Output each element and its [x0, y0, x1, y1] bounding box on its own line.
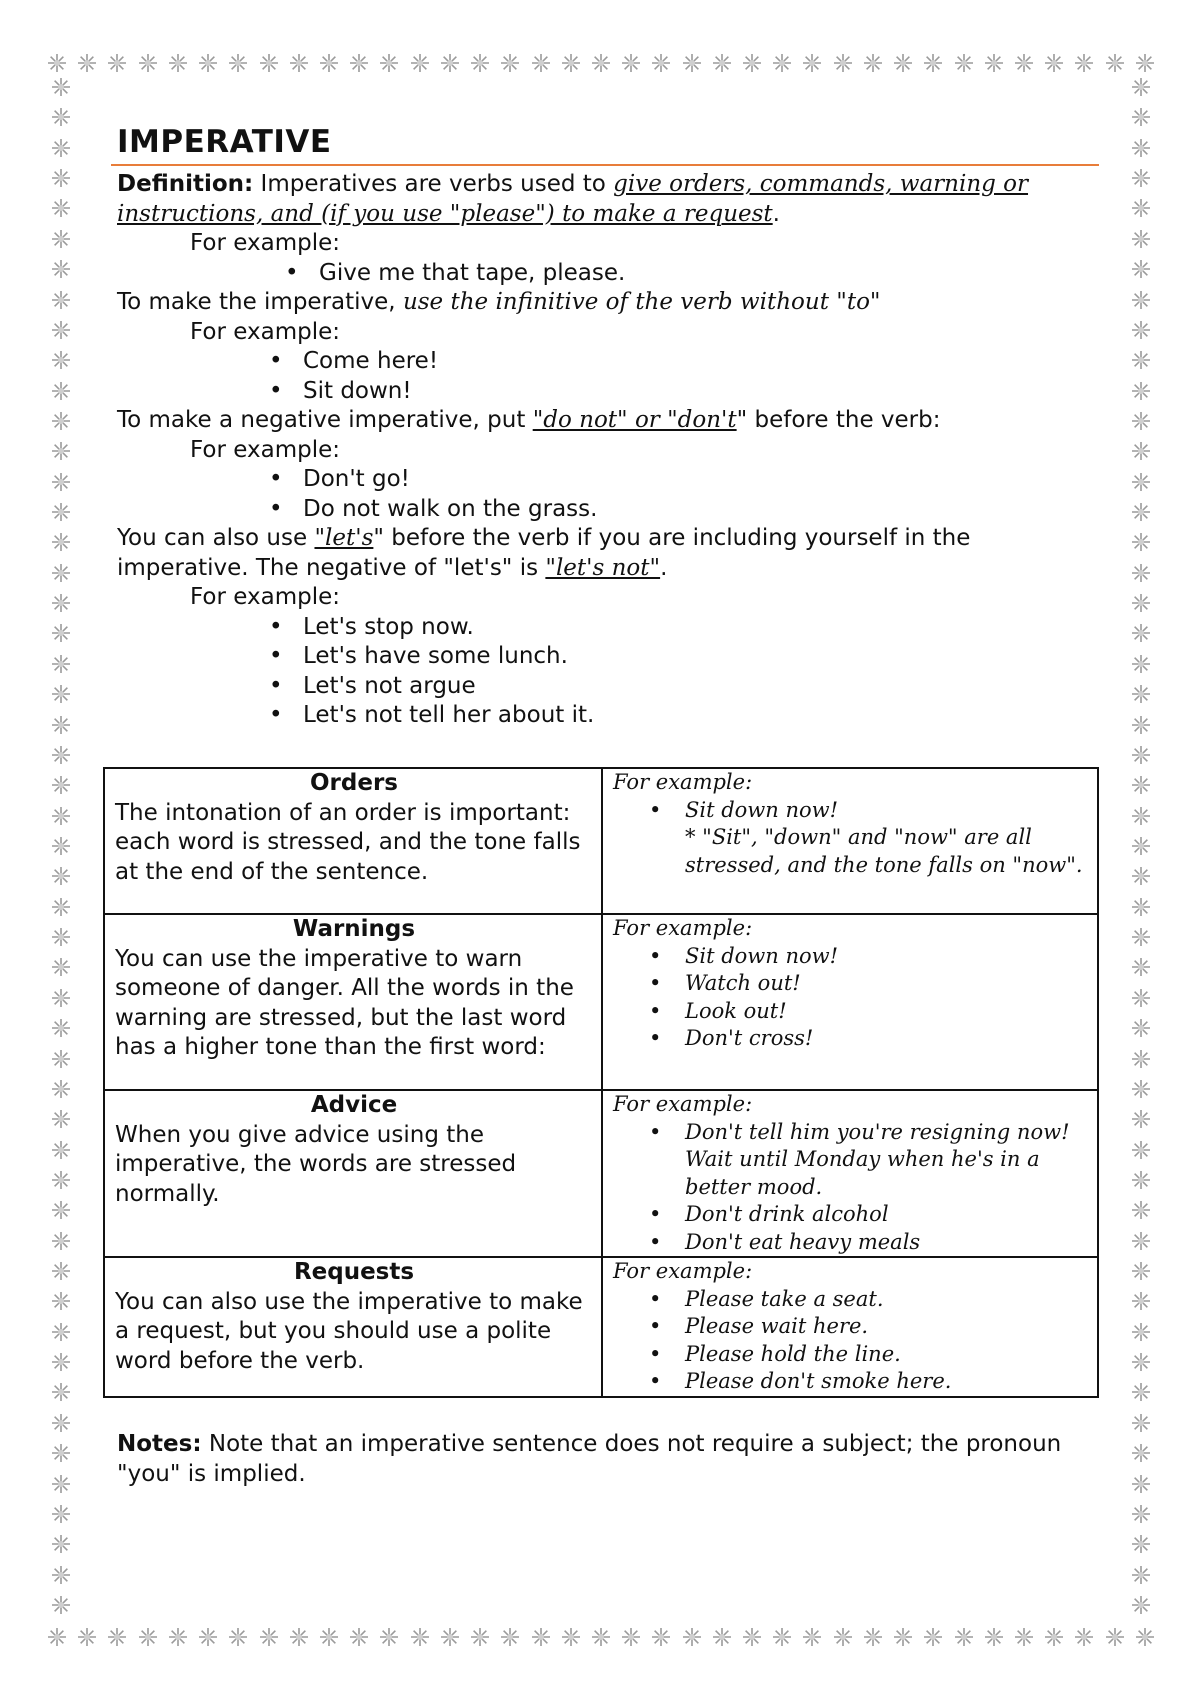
list-item: • Give me that tape, please. — [319, 259, 1097, 289]
snowflake-icon — [832, 1626, 854, 1648]
snowflake-icon — [1130, 835, 1152, 857]
lets-text-end: . — [660, 554, 668, 581]
snowflake-icon — [1130, 228, 1152, 250]
snowflake-icon — [50, 440, 72, 462]
lets-not-emphasis: "let's not" — [545, 554, 661, 581]
table-cell-description — [104, 1090, 602, 1257]
snowflake-icon — [1130, 956, 1152, 978]
snowflake-icon — [620, 1626, 642, 1648]
snowflake-icon — [227, 1626, 249, 1648]
lets-text-2: " before the verb if you are including yourself in the — [373, 525, 971, 551]
table-row — [104, 768, 1098, 914]
snowflake-icon — [409, 52, 431, 74]
example-item: • Please hold the line. — [685, 1341, 1089, 1369]
snowflake-icon — [50, 1199, 72, 1221]
row-description: When you give advice using the imperative, the words are stressed normally. — [115, 1121, 517, 1207]
example-list — [613, 1119, 1089, 1257]
snowflake-icon — [590, 52, 612, 74]
snowflake-icon — [409, 1626, 431, 1648]
snowflake-icon — [50, 744, 72, 766]
snowflake-icon — [50, 896, 72, 918]
snowflake-icon — [1013, 52, 1035, 74]
lets-text: You can also use — [117, 525, 315, 551]
example-list-2 — [117, 347, 1097, 406]
snowflake-icon — [288, 1626, 310, 1648]
snowflake-icon — [348, 1626, 370, 1648]
snowflake-icon — [378, 52, 400, 74]
snowflake-icon — [1130, 683, 1152, 705]
for-example-label: For example: — [190, 230, 340, 256]
example-list-4 — [117, 613, 1097, 731]
snowflake-icon — [1130, 653, 1152, 675]
example-item: • Don't eat heavy meals — [685, 1229, 1089, 1257]
example-list — [613, 1286, 1089, 1396]
snowflake-icon — [50, 622, 72, 644]
row-description: You can use the imperative to warn someone of danger. All the words in the warning are stressed, but the last word has a higher tone than the first word: — [115, 945, 574, 1060]
snowflake-icon — [50, 1381, 72, 1403]
snowflake-icon — [801, 52, 823, 74]
table-cell-description — [104, 1257, 602, 1397]
table-row — [104, 1257, 1098, 1397]
snowflake-icon — [983, 1626, 1005, 1648]
snowflake-icon — [1130, 1442, 1152, 1464]
snowflake-icon — [1130, 410, 1152, 432]
snowflake-icon — [1130, 865, 1152, 887]
list-item: • Don't go! — [303, 465, 1097, 495]
notes-text: Note that an imperative sentence does not require a subject; the pronoun "you" is implied. — [117, 1431, 1062, 1487]
snowflake-icon — [469, 52, 491, 74]
example-item: • Please take a seat. — [685, 1286, 1089, 1314]
snowflake-icon — [1104, 52, 1126, 74]
snowflake-icon — [137, 52, 159, 74]
snowflake-icon — [1130, 1594, 1152, 1616]
snowflake-icon — [50, 349, 72, 371]
snowflake-icon — [1130, 1564, 1152, 1586]
snowflake-icon — [1130, 197, 1152, 219]
definition-emphasis-2: instructions, and (if you use "please") to make a request — [117, 200, 773, 227]
border-top — [46, 48, 1156, 78]
snowflake-icon — [681, 52, 703, 74]
snowflake-icon — [1130, 987, 1152, 1009]
example-item: • Don't tell him you're resigning now! Wait until Monday when he's in a better mood. — [685, 1119, 1089, 1202]
snowflake-icon — [530, 1626, 552, 1648]
snowflake-icon — [50, 805, 72, 827]
snowflake-icon — [227, 52, 249, 74]
example-item: • Please don't smoke here. — [685, 1368, 1089, 1396]
snowflake-icon — [378, 1626, 400, 1648]
snowflake-icon — [983, 52, 1005, 74]
snowflake-icon — [681, 1626, 703, 1648]
snowflake-icon — [50, 1442, 72, 1464]
snowflake-icon — [711, 52, 733, 74]
snowflake-icon — [499, 1626, 521, 1648]
row-description: You can also use the imperative to make a request, but you should use a polite word before the verb. — [115, 1288, 583, 1374]
snowflake-icon — [862, 1626, 884, 1648]
snowflake-icon — [1130, 1473, 1152, 1495]
infinitive-text: To make the imperative, — [117, 289, 403, 315]
snowflake-icon — [1130, 319, 1152, 341]
snowflake-icon — [1073, 52, 1095, 74]
snowflake-icon — [801, 1626, 823, 1648]
snowflake-icon — [318, 52, 340, 74]
snowflake-icon — [50, 865, 72, 887]
negative-emphasis: "do not" or "don't — [532, 407, 737, 433]
snowflake-icon — [1130, 1199, 1152, 1221]
snowflake-icon — [50, 228, 72, 250]
snowflake-icon — [50, 1078, 72, 1100]
snowflake-icon — [46, 1626, 68, 1648]
snowflake-icon — [50, 501, 72, 523]
snowflake-icon — [1130, 137, 1152, 159]
lets-emphasis: "let's — [314, 525, 374, 551]
snowflake-icon — [1130, 774, 1152, 796]
example-item: • Look out! — [685, 998, 1089, 1026]
document-body — [117, 122, 1097, 731]
infinitive-emphasis: use the infinitive of the verb without "to" — [402, 289, 881, 315]
snowflake-icon — [50, 197, 72, 219]
snowflake-icon — [50, 471, 72, 493]
for-example-label: For example: — [613, 916, 753, 940]
snowflake-icon — [1134, 52, 1156, 74]
snowflake-icon — [50, 1351, 72, 1373]
for-example-label: For example: — [613, 1259, 753, 1283]
snowflake-icon — [50, 258, 72, 280]
row-heading: Requests — [293, 1259, 415, 1285]
snowflake-icon — [50, 1230, 72, 1252]
for-example-label: For example: — [190, 318, 340, 345]
snowflake-icon — [832, 52, 854, 74]
snowflake-icon — [106, 1626, 128, 1648]
snowflake-icon — [469, 1626, 491, 1648]
snowflake-icon — [50, 1017, 72, 1039]
snowflake-icon — [1043, 52, 1065, 74]
list-item: • Do not walk on the grass. — [303, 495, 1097, 525]
for-example-label: For example: — [613, 1092, 753, 1116]
snowflake-icon — [1130, 440, 1152, 462]
list-item: • Let's stop now. — [303, 613, 1097, 643]
title-underline — [111, 164, 1099, 166]
list-item: • Let's have some lunch. — [303, 642, 1097, 672]
snowflake-icon — [50, 289, 72, 311]
snowflake-icon — [50, 410, 72, 432]
snowflake-icon — [892, 52, 914, 74]
row-heading: Orders — [310, 770, 398, 796]
example-item: • Don't drink alcohol — [685, 1201, 1089, 1229]
snowflake-icon — [1043, 1626, 1065, 1648]
snowflake-icon — [1104, 1626, 1126, 1648]
snowflake-icon — [50, 714, 72, 736]
snowflake-icon — [50, 835, 72, 857]
snowflake-icon — [50, 1412, 72, 1434]
snowflake-icon — [1134, 1626, 1156, 1648]
snowflake-icon — [288, 52, 310, 74]
snowflake-icon — [1130, 1260, 1152, 1282]
table-cell-description — [104, 768, 602, 914]
notes-paragraph — [117, 1430, 1077, 1489]
snowflake-icon — [1130, 1381, 1152, 1403]
snowflake-icon — [50, 956, 72, 978]
snowflake-icon — [953, 52, 975, 74]
snowflake-icon — [650, 1626, 672, 1648]
snowflake-icon — [50, 987, 72, 1009]
snowflake-icon — [50, 1260, 72, 1282]
snowflake-icon — [771, 1626, 793, 1648]
snowflake-icon — [1130, 258, 1152, 280]
snowflake-icon — [50, 683, 72, 705]
snowflake-icon — [439, 52, 461, 74]
snowflake-icon — [1073, 1626, 1095, 1648]
snowflake-icon — [1130, 592, 1152, 614]
row-heading: Advice — [310, 1092, 398, 1118]
snowflake-icon — [50, 1048, 72, 1070]
snowflake-icon — [137, 1626, 159, 1648]
table-cell-examples — [602, 914, 1098, 1090]
for-example-label: For example: — [613, 770, 753, 794]
negative-paragraph — [117, 406, 1097, 436]
snowflake-icon — [560, 52, 582, 74]
snowflake-icon — [1130, 1503, 1152, 1525]
snowflake-icon — [1130, 106, 1152, 128]
snowflake-icon — [76, 1626, 98, 1648]
example-list-3 — [117, 465, 1097, 524]
snowflake-icon — [1130, 1412, 1152, 1434]
snowflake-icon — [1130, 1290, 1152, 1312]
snowflake-icon — [348, 52, 370, 74]
snowflake-icon — [771, 52, 793, 74]
snowflake-icon — [1130, 531, 1152, 553]
snowflake-icon — [862, 52, 884, 74]
definition-label: Definition: — [117, 171, 254, 197]
snowflake-icon — [1130, 744, 1152, 766]
border-right — [1126, 76, 1156, 1616]
snowflake-icon — [1130, 380, 1152, 402]
snowflake-icon — [50, 167, 72, 189]
snowflake-icon — [1130, 1139, 1152, 1161]
snowflake-icon — [711, 1626, 733, 1648]
snowflake-icon — [258, 52, 280, 74]
snowflake-icon — [1130, 167, 1152, 189]
snowflake-icon — [50, 1594, 72, 1616]
snowflake-icon — [50, 1108, 72, 1130]
snowflake-icon — [922, 1626, 944, 1648]
snowflake-icon — [1130, 1533, 1152, 1555]
example-list — [613, 797, 1089, 825]
definition-emphasis-1: give orders, commands, warning or — [613, 171, 1029, 197]
snowflake-icon — [1130, 805, 1152, 827]
snowflake-icon — [590, 1626, 612, 1648]
snowflake-icon — [650, 52, 672, 74]
snowflake-icon — [1130, 1048, 1152, 1070]
snowflake-icon — [50, 592, 72, 614]
stress-note — [613, 824, 1089, 879]
snowflake-icon — [106, 52, 128, 74]
table-cell-description — [104, 914, 602, 1090]
table-row — [104, 914, 1098, 1090]
border-left — [46, 76, 76, 1616]
snowflake-icon — [1013, 1626, 1035, 1648]
snowflake-icon — [1130, 562, 1152, 584]
snowflake-icon — [50, 653, 72, 675]
snowflake-icon — [50, 1321, 72, 1343]
snowflake-icon — [1130, 1017, 1152, 1039]
snowflake-icon — [318, 1626, 340, 1648]
row-description: The intonation of an order is important: each word is stressed, and the tone falls at the end of the sentence. — [115, 799, 581, 885]
snowflake-icon — [1130, 349, 1152, 371]
snowflake-icon — [1130, 1321, 1152, 1343]
snowflake-icon — [46, 52, 68, 74]
snowflake-icon — [1130, 501, 1152, 523]
snowflake-icon — [741, 1626, 763, 1648]
stress-note-line: * "Sit", "down" and "now" are all — [685, 825, 1032, 849]
row-heading: Warnings — [292, 916, 416, 942]
snowflake-icon — [922, 52, 944, 74]
snowflake-icon — [741, 52, 763, 74]
usage-table — [103, 767, 1099, 1398]
example-item: • Sit down now! — [685, 943, 1089, 971]
for-example-label: For example: — [190, 584, 340, 610]
snowflake-icon — [167, 52, 189, 74]
snowflake-icon — [892, 1626, 914, 1648]
snowflake-icon — [1130, 926, 1152, 948]
snowflake-icon — [1130, 289, 1152, 311]
snowflake-icon — [50, 926, 72, 948]
example-list — [613, 943, 1089, 1053]
snowflake-icon — [50, 76, 72, 98]
snowflake-icon — [1130, 1108, 1152, 1130]
snowflake-icon — [953, 1626, 975, 1648]
definition-end: . — [772, 200, 780, 227]
snowflake-icon — [197, 52, 219, 74]
list-item: • Let's not tell her about it. — [303, 701, 1097, 731]
snowflake-icon — [439, 1626, 461, 1648]
table-cell-examples — [602, 768, 1098, 914]
snowflake-icon — [1130, 76, 1152, 98]
table-cell-examples — [602, 1257, 1098, 1397]
example-list-1 — [117, 259, 1097, 289]
snowflake-icon — [1130, 471, 1152, 493]
snowflake-icon — [50, 1473, 72, 1495]
snowflake-icon — [50, 1169, 72, 1191]
lets-paragraph — [117, 524, 1097, 583]
definition-text: Imperatives are verbs used to — [253, 171, 614, 197]
snowflake-icon — [50, 562, 72, 584]
definition-paragraph — [117, 170, 1097, 229]
snowflake-icon — [499, 52, 521, 74]
stress-note-line: stressed, and the tone falls on "now". — [685, 852, 1083, 877]
snowflake-icon — [50, 1139, 72, 1161]
snowflake-icon — [1130, 1078, 1152, 1100]
snowflake-icon — [1130, 1169, 1152, 1191]
snowflake-icon — [1130, 714, 1152, 736]
page-title: IMPERATIVE — [117, 124, 332, 160]
example-item: • Please wait here. — [685, 1313, 1089, 1341]
snowflake-icon — [50, 774, 72, 796]
list-item: • Let's not argue — [303, 672, 1097, 702]
negative-text: To make a negative imperative, put — [117, 407, 533, 433]
notes-label: Notes: — [117, 1431, 202, 1457]
snowflake-icon — [50, 1564, 72, 1586]
snowflake-icon — [167, 1626, 189, 1648]
lets-text-3: imperative. The negative of "let's" is — [117, 554, 546, 581]
snowflake-icon — [50, 380, 72, 402]
list-item: • Come here! — [303, 347, 1097, 377]
example-item: • Don't cross! — [685, 1025, 1089, 1053]
list-item: • Sit down! — [303, 377, 1097, 407]
table-row — [104, 1090, 1098, 1257]
snowflake-icon — [258, 1626, 280, 1648]
snowflake-icon — [50, 137, 72, 159]
example-item: • Sit down now! — [685, 797, 1089, 825]
snowflake-icon — [1130, 1351, 1152, 1373]
snowflake-icon — [50, 531, 72, 553]
negative-text-end: " before the verb: — [736, 407, 941, 433]
infinitive-paragraph — [117, 288, 1097, 318]
table-cell-examples — [602, 1090, 1098, 1257]
border-bottom — [46, 1622, 1156, 1652]
for-example-label: For example: — [190, 436, 340, 463]
snowflake-icon — [50, 1503, 72, 1525]
snowflake-icon — [560, 1626, 582, 1648]
snowflake-icon — [197, 1626, 219, 1648]
snowflake-icon — [530, 52, 552, 74]
snowflake-icon — [620, 52, 642, 74]
example-item: • Watch out! — [685, 970, 1089, 998]
snowflake-icon — [1130, 622, 1152, 644]
snowflake-icon — [50, 1533, 72, 1555]
snowflake-icon — [76, 52, 98, 74]
snowflake-icon — [50, 1290, 72, 1312]
snowflake-icon — [1130, 1230, 1152, 1252]
snowflake-icon — [50, 319, 72, 341]
snowflake-icon — [1130, 896, 1152, 918]
snowflake-icon — [50, 106, 72, 128]
